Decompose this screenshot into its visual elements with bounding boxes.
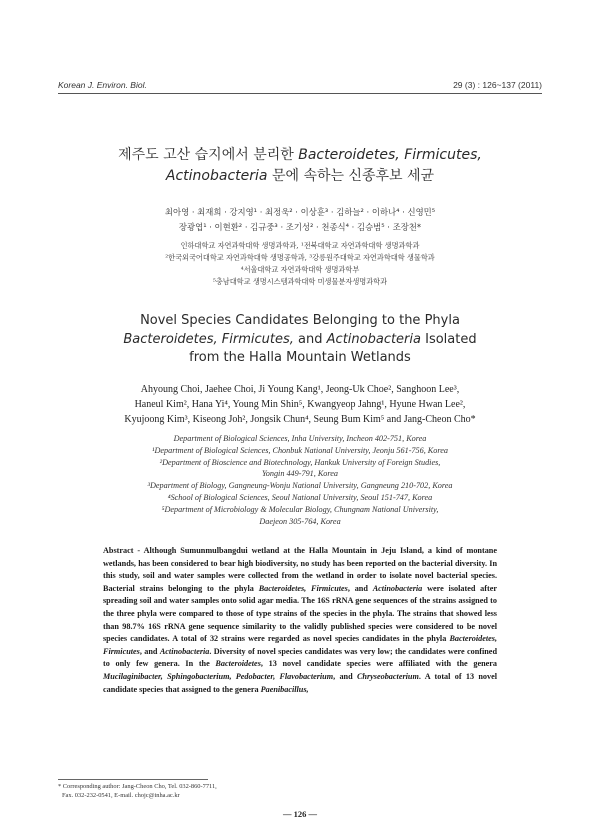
korean-title-line-1: 제주도 고산 습지에서 분리한 Bacteroidetes, Firmicutes, bbox=[118, 147, 482, 163]
english-title-line-2: Bacteroidetes, Firmicutes, and Actinobacteria Isolated bbox=[123, 331, 477, 347]
english-affiliation-line: Department of Biological Sciences, Inha University, Incheon 402-751, Korea bbox=[173, 434, 427, 443]
english-affiliation-line: ¹Department of Biological Sciences, Chonbuk National University, Jeonju 561-756, Korea bbox=[152, 445, 448, 455]
journal-name: Korean J. Environ. Biol. bbox=[58, 80, 147, 90]
volume-info: 29 (3) : 126~137 (2011) bbox=[453, 80, 542, 90]
korean-affiliation-line: ²한국외국어대학교 자연과학대학 생명공학과, ³강릉원주대학교 자연과학대학 생물학과 bbox=[165, 253, 435, 262]
english-affiliation-line: Daejeon 305-764, Korea bbox=[259, 516, 341, 526]
korean-affiliations bbox=[30, 240, 570, 288]
english-title bbox=[30, 312, 570, 368]
header-rule bbox=[58, 93, 542, 94]
korean-authors-line: 장광엽¹ · 이현환² · 김규중³ · 조기성² · 천종식⁴ · 김승범⁵ · 조장천* bbox=[178, 222, 422, 232]
english-affiliation-line: ²Department of Bioscience and Biotechnology, Hankuk University of Foreign Studies, bbox=[159, 457, 441, 467]
english-affiliation-line: ⁴School of Biological Sciences, Seoul National University, Seoul 151-747, Korea bbox=[167, 492, 433, 502]
abstract: Abstract - Although Sumunmulbangdui wetland at the Halla Mountain in Jeju Island, a kind of montane wetlands, has been considered to bear high biodiversity, no study has been reported on the bacterial diversity. In this study, soil and water samples were collected from the wetland in order to isolate novel bacterial species. Bacterial strains belonging to the phyla Bacteroidetes, Firmicutes, and Actinobacteria were isolated after spreading soil and water samples onto solid agar media. The 16S rRNA gene sequences of the strains assigned to the three phyla were compared to those of type strains of the species in the phyla. The strains that showed less than 98.7% 16S rRNA gene sequence similarity to the validly published species were considered to be novel species candidates. A total of 32 strains were regarded as novel species candidates in the phyla Bacteroidetes, Firmicutes, and Actinobacteria. Diversity of novel species candidates was very low; the candidates were confined to only few genera. In the Bacteroidetes, 13 novel candidate species were affiliated with the genera Mucilaginibacter, Sphingobacterium, Pedobacter, Flavobacterium, and Chryseobacterium. A total of 13 novel candidate species that assigned to the genera Paenibacillus, bbox=[103, 546, 497, 694]
english-title-line-1: Novel Species Candidates Belonging to the Phyla bbox=[140, 313, 460, 328]
korean-authors bbox=[30, 205, 570, 235]
english-affiliations bbox=[30, 433, 570, 527]
korean-affiliation-line: ⁵충남대학교 생명시스템과학대학 미생물분자생명과학과 bbox=[212, 277, 388, 286]
korean-affiliation-line: 인하대학교 자연과학대학 생명과학과, ¹전북대학교 자연과학대학 생명과학과 bbox=[180, 241, 420, 250]
english-affiliation-line: ⁵Department of Microbiology & Molecular Biology, Chungnam National University, bbox=[161, 504, 439, 514]
korean-title-line-2: Actinobacteria 문에 속하는 신종후보 세균 bbox=[165, 168, 435, 184]
english-authors-line: Kyujoong Kim³, Kiseong Joh², Jongsik Chun⁴, Seung Bum Kim⁵ and Jang-Cheon Cho* bbox=[124, 414, 476, 426]
korean-affiliation-line: ⁴서울대학교 자연과학대학 생명과학부 bbox=[240, 265, 360, 274]
english-title-line-3: from the Halla Mountain Wetlands bbox=[189, 350, 411, 365]
footnote-rule bbox=[58, 779, 208, 780]
english-authors bbox=[30, 382, 570, 428]
page-number: — 126 — bbox=[283, 809, 317, 819]
korean-authors-line: 최아영 · 최재희 · 강지영¹ · 최정욱² · 이상훈³ · 김하늘² · 이하나⁴ · 신영민⁵ bbox=[164, 207, 436, 217]
footnote-line: Fax. 032-232-0541, E-mail. chojc@inha.ac.kr bbox=[62, 792, 180, 799]
english-authors-line: Ahyoung Choi, Jaehee Choi, Ji Young Kang¹, Jeong-Uk Choe², Sanghoon Lee³, bbox=[140, 384, 460, 395]
korean-title bbox=[40, 145, 560, 187]
footnote-line: * Corresponding author: Jang-Cheon Cho, Tel. 032-860-7711, bbox=[58, 783, 217, 790]
english-authors-line: Haneul Kim², Hana Yi⁴, Young Min Shin⁵, Kwangyeop Jahng¹, Hyune Hwan Lee², bbox=[134, 399, 466, 411]
footnote bbox=[58, 782, 542, 800]
english-affiliation-line: ³Department of Biology, Gangneung-Wonju National University, Gangneung 210-702, Korea bbox=[147, 481, 453, 491]
english-affiliation-line: Yongin 449-791, Korea bbox=[261, 469, 339, 479]
